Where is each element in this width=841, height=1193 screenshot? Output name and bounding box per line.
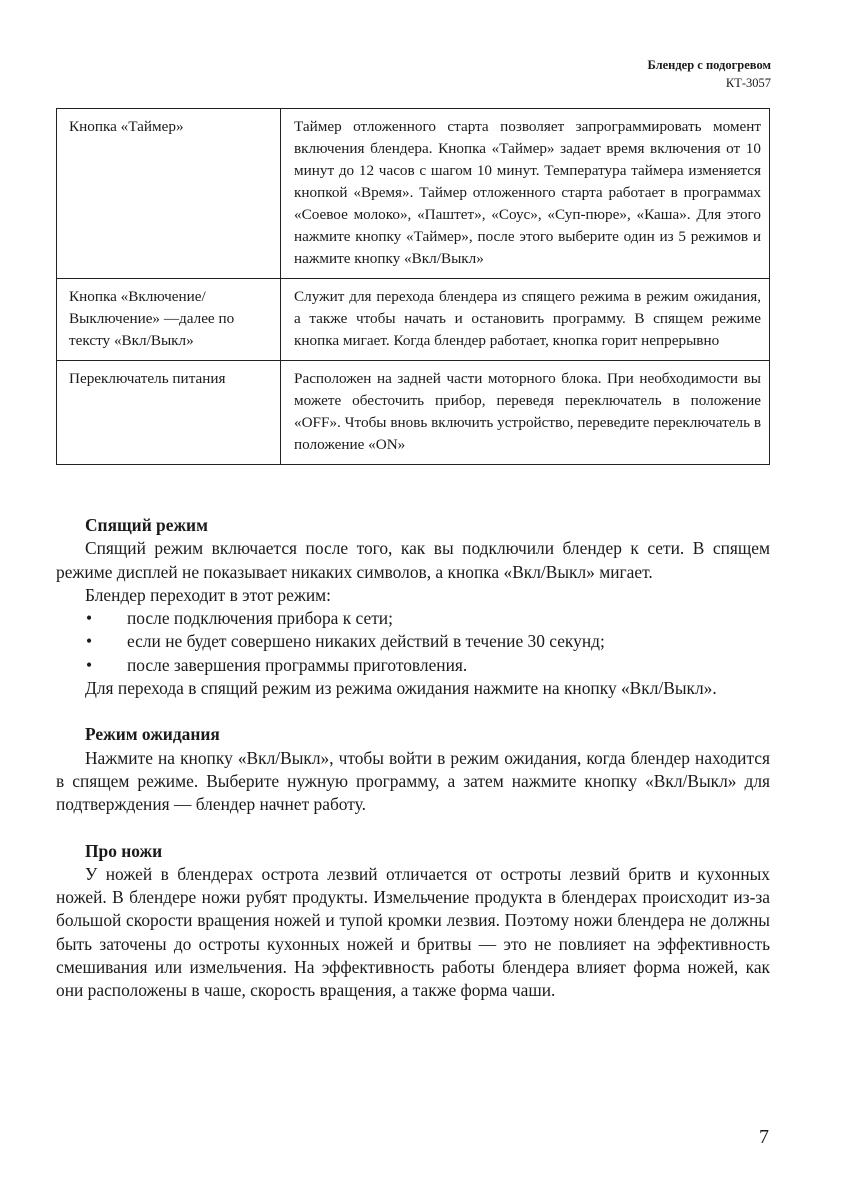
bullet-icon: • <box>86 654 93 675</box>
table-cell-description: Таймер отложенного старта позволяет запрограммировать момент включения блендера. Кнопка «Таймер» задает время включения от 10 минут до 12 часов с шагом 10 минут. Температура таймера изменяется кнопкой «Время». Таймер отложенного старта работает в программах «Соевое молоко», «Паштет», «Соус», «Суп-пюре», «Каша». Для этого нажмите кнопку «Таймер», после этого выберите один из 5 режимов и нажмите кнопку «Вкл/Выкл» <box>281 109 770 279</box>
table-cell-name: Переключатель питания <box>57 361 281 465</box>
header-title: Блендер с подогревом <box>647 58 771 72</box>
section-knives <box>56 840 770 1003</box>
list-item <box>56 607 770 630</box>
section-heading: Про ножи <box>85 840 163 861</box>
page-header <box>647 56 771 92</box>
list-item-text: после подключения прибора к сети; <box>127 608 393 629</box>
list-item <box>56 630 770 653</box>
paragraph: Блендер переходит в этот режим: <box>85 584 331 605</box>
table-cell-description: Расположен на задней части моторного блока. При необходимости вы можете обесточить прибор, переведя переключатель в положение «OFF». Чтобы вновь включить устройство, переведите переключатель в положение «ON» <box>281 361 770 465</box>
section-sleep-mode <box>56 514 770 700</box>
section-heading: Режим ожидания <box>85 724 220 745</box>
controls-table <box>56 108 770 465</box>
paragraph: Спящий режим включается после того, как вы подключили блендер к сети. В спящем режиме дисплей не показывает никаких символов, а кнопка «Вкл/Выкл» мигает. <box>56 538 770 582</box>
section-standby-mode <box>56 723 770 816</box>
body-text <box>56 514 770 1003</box>
paragraph: Нажмите на кнопку «Вкл/Выкл», чтобы войти в режим ожидания, когда блендер находится в спящем режиме. Выберите нужную программу, а затем нажмите кнопку «Вкл/Выкл» для подтверждения — блендер начнет работу. <box>56 747 770 815</box>
table-row <box>57 109 770 279</box>
bullet-icon: • <box>86 631 93 652</box>
table-cell-description: Служит для перехода блендера из спящего режима в режим ожидания, а также чтобы начать и остановить программу. В спящем режиме кнопка мигает. Когда блендер работает, кнопка горит непрерывно <box>281 279 770 361</box>
table-row <box>57 279 770 361</box>
list-item <box>56 654 770 677</box>
section-heading: Спящий режим <box>85 515 208 535</box>
page-number: 7 <box>759 1126 769 1148</box>
header-model: КТ-3057 <box>725 76 771 90</box>
table-cell-name: Кнопка «Включение/Выключение» —далее по тексту «Вкл/Выкл» <box>57 279 281 361</box>
table-cell-name: Кнопка «Таймер» <box>57 109 281 279</box>
paragraph: Для перехода в спящий режим из режима ожидания нажмите на кнопку «Вкл/Выкл». <box>85 678 717 699</box>
table-row <box>57 361 770 465</box>
list-item-text: если не будет совершено никаких действий в течение 30 секунд; <box>127 631 605 652</box>
bullet-icon: • <box>86 608 93 629</box>
list-item-text: после завершения программы приготовления. <box>127 654 468 675</box>
bullet-list <box>56 607 770 677</box>
paragraph: У ножей в блендерах острота лезвий отличается от остроты лезвий бритв и кухонных ножей. В блендере ножи рубят продукты. Измельчение продукта в блендерах происходит из-за большой скорости вращения ножей и тупой кромки лезвия. Поэтому ножи блендера не должны быть заточены до остроты кухонных ножей и бритвы — это не повлияет на эффективность смешивания или измельчения. На эффективность работы блендера влияет форма ножей, как они расположены в чаше, скорость вращения, а также форма чаши. <box>56 863 770 1001</box>
